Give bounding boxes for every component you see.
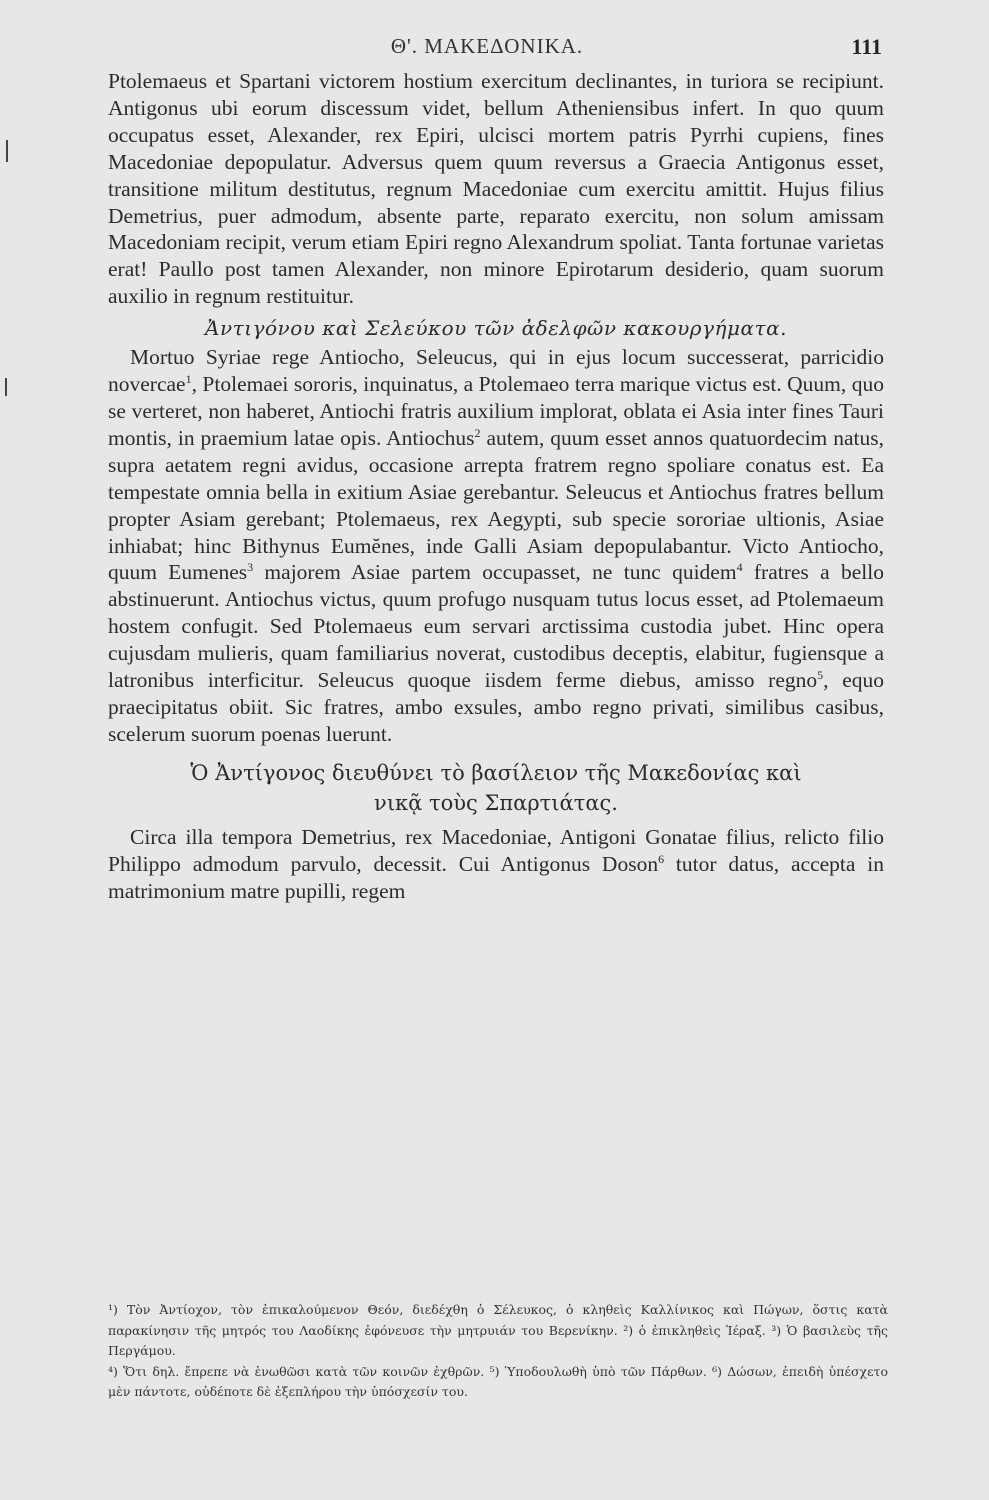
paragraph-2-part-e: fratres a bello abstinuerunt. Antiochus victus, quum profugo nusquam tutus locus esset, ad Ptolemaeum hostem confugit. Sed Ptolemaeus eum servari arctissima custodia jubet. Hinc opera cujusdam mulieris, quam familiarius noverat, custodibus deceptis, elabitur, fugiensque a latronibus interficitur. Seleucus quoque iisdem ferme diebus, amisso regno bbox=[108, 560, 884, 693]
paragraph-2-part-d: majorem Asiae partem occupasset, ne tunc quidem bbox=[253, 560, 737, 585]
footnote-ref-4: 4 bbox=[736, 560, 743, 575]
section-heading-1: Ἀντιγόνου καὶ Σελεύκου τῶν ἀδελφῶν κακουργήματα. bbox=[205, 316, 787, 341]
paragraph-3 bbox=[108, 824, 884, 905]
footnote-ref-6: 6 bbox=[658, 851, 665, 866]
footnote-block-2: ⁴) Ὅτι δηλ. ἔπρεπε νὰ ἑνωθῶσι κατὰ τῶν κοινῶν ἐχθρῶν. ⁵) Ὑποδουλωθὴ ὑπὸ τῶν Πάρθων. ⁶) Δώσων, ἐπειδὴ ὑπέσχετο μὲν πάντοτε, οὐδέποτε δὲ ἐξεπλήρου τὴν ὑπόσχεσίν του. bbox=[108, 1363, 888, 1399]
main-text bbox=[108, 68, 884, 904]
paragraph-2-part-f: , equo praecipitatus obiit. Sic fratres, ambo exsules, ambo regno privati, similibus casibus, scelerum suorum poenas luerunt. bbox=[108, 668, 884, 746]
paragraph-3-part-a: Circa illa tempora Demetrius, rex Macedoniae, Antigoni Gonatae filius, relicto filio Philippo admodum parvulo, decessit. Cui Antigonus Doson bbox=[108, 824, 884, 876]
footnote-ref-5: 5 bbox=[817, 667, 824, 682]
section-heading-2-line-1: Ὁ Ἀντίγονος διευθύνει τὸ βασίλειον τῆς Μακεδονίας καὶ bbox=[190, 760, 802, 785]
page-number: 111 bbox=[851, 34, 882, 59]
footnote-block-1: ¹) Τὸν Ἀντίοχον, τὸν ἐπικαλούμενον Θεόν, διεδέχθη ὁ Σέλευκος, ὁ κληθεὶς Καλλίνικος καὶ Πώγων, ὅστις κατὰ παρακίνησιν τῆς μητρός του Λαοδίκης ἐφόνευσε τὴν μητρυιάν του Βερενίκην. ²) ὁ ἐπικληθεὶς Ἱέραξ. ³) Ὁ βασιλεὺς τῆς Περγάμου. bbox=[108, 1302, 888, 1358]
section-heading-2 bbox=[108, 758, 884, 818]
section-heading-2-line-2: νικᾷ τοὺς Σπαρτιάτας. bbox=[374, 790, 618, 815]
paragraph-2-part-c: autem, quum esset annos quatuordecim natus, supra aetatem regni avidus, occasione arrepta fratrem regno spoliare conatus est. Ea tempestate omnia bella in exitium Asiae gerebantur. Seleucus et Antiochus fratres bellum propter Asiam gerebant; Ptolemaeus, rex Aegypti, sub specie sororiae ultionis, Asiae inhiabat; hinc Bithynus Eumĕnes, inde Galli Asiam depopulabantur. Victo Antiocho, quum Eumenes bbox=[108, 425, 884, 585]
margin-mark-left-mid bbox=[5, 378, 7, 396]
paragraph-2 bbox=[108, 344, 884, 748]
paragraph-1: Ptolemaeus et Spartani victorem hostium exercitum declinantes, in turiora se recipiunt. Antigonus ubi eorum discessum videt, bellum Atheniensibus infert. In quo quum occupatus esset, Alexander, rex Epiri, ulcisci mortem patris Pyrrhi cupiens, fines Macedoniae depopulatur. Adversus quem quum reversus a Graecia Antigonus esset, transitione militum destitutus, regnum Macedoniae cum exercitu amittit. Hujus filius Demetrius, puer admodum, absente parte, reparato exercitu, non solum amissam Macedoniam recipit, verum etiam Epiri regno Alexandrum spoliat. Tanta fortunae varietas erat! Paullo post tamen Alexander, non minore Epirotarum desiderio, quam suorum auxilio in regnum restituitur. bbox=[108, 69, 884, 309]
running-title: Θ'. ΜΑΚΕΔΟΝΙΚΑ. bbox=[390, 34, 584, 58]
footnote-ref-1: 1 bbox=[185, 371, 192, 386]
page-header bbox=[92, 34, 882, 64]
paragraph-2-part-a: Mortuo Syriae rege Antiocho, Seleucus, qui in ejus locum successerat, parricidio novercae bbox=[108, 345, 884, 397]
margin-mark-left-top bbox=[6, 140, 8, 162]
footnote-ref-2: 2 bbox=[474, 425, 481, 440]
paragraph-3-part-b: tutor datus, accepta in matrimonium matre pupilli, regem bbox=[108, 851, 885, 903]
footnotes bbox=[108, 1300, 888, 1403]
paragraph-2-part-b: , Ptolemaei sororis, inquinatus, a Ptolemaeo terra marique victus est. Quum, quo se verteret, non haberet, Antiochi fratris auxilium implorat, oblata ei Asia inter fines Tauri montis, in praemium latae opis. Antiochus bbox=[108, 372, 884, 450]
footnote-ref-3: 3 bbox=[247, 560, 254, 575]
